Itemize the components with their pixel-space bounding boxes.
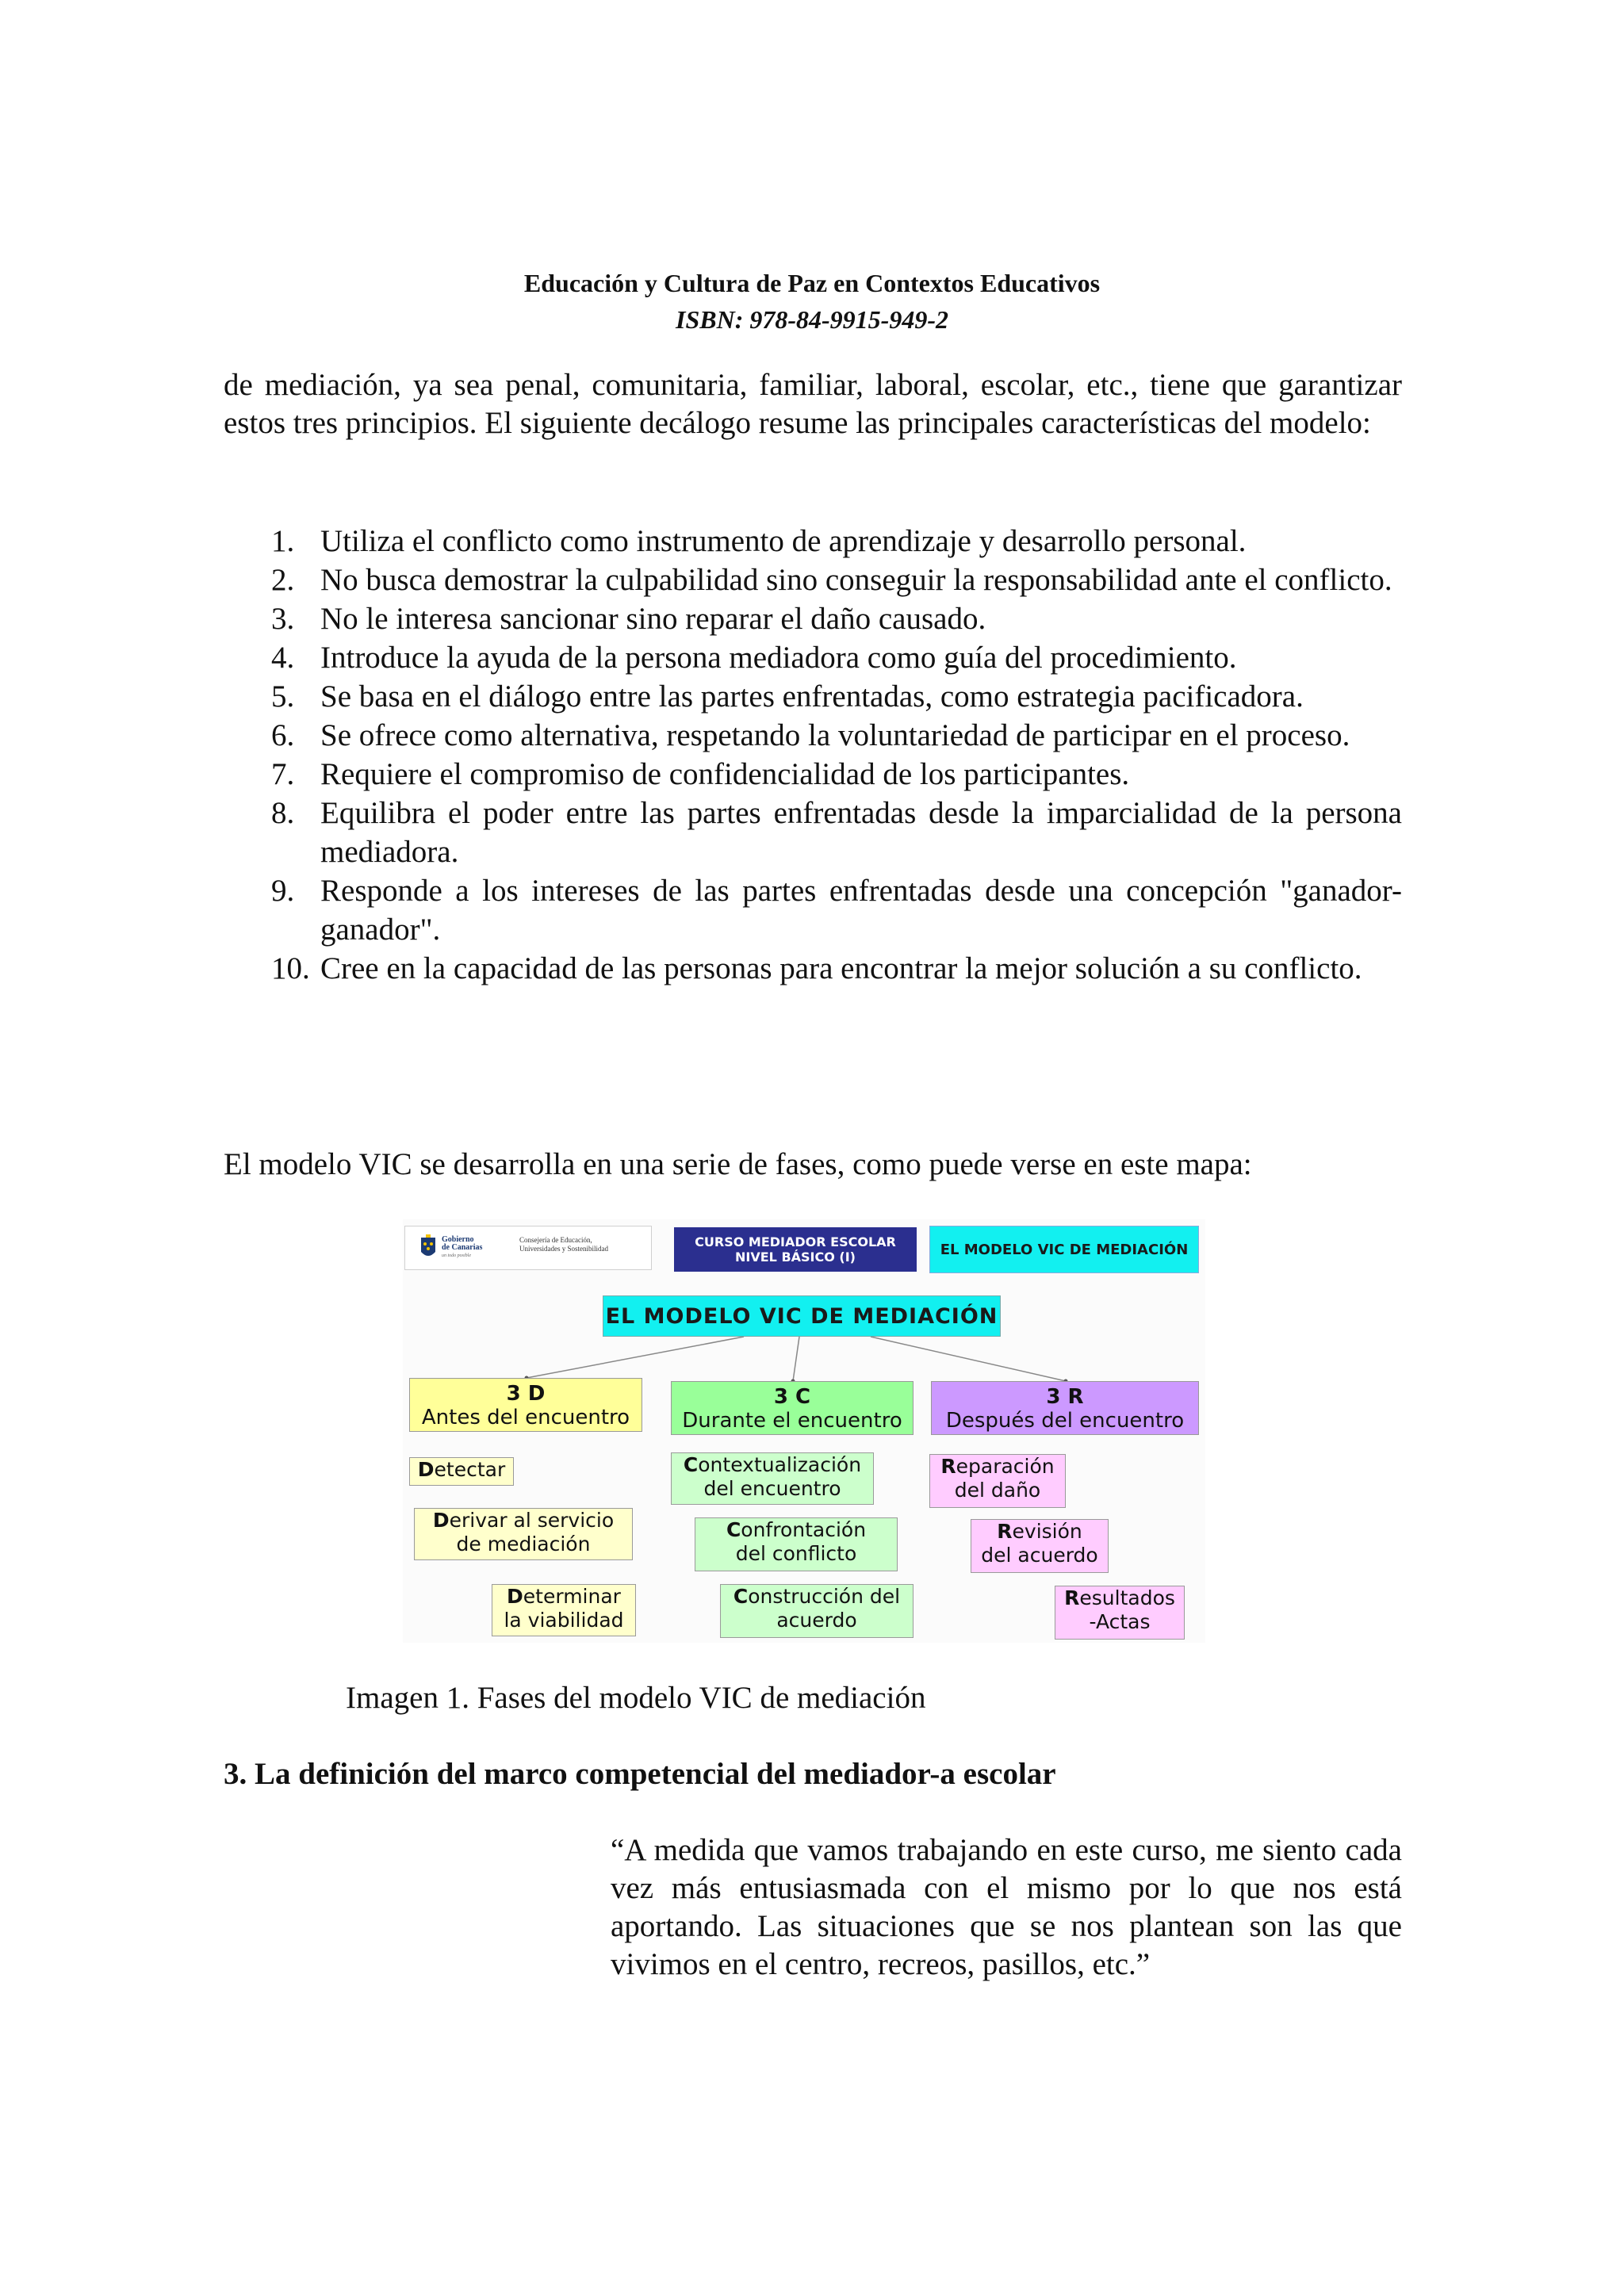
category-3r — [931, 1381, 1199, 1435]
leaf-initial: D — [507, 1585, 523, 1608]
leaf-initial: D — [432, 1509, 450, 1532]
list-item — [224, 561, 1402, 599]
leaf-initial: C — [726, 1518, 741, 1541]
page-header — [0, 265, 1624, 338]
list-item — [224, 949, 1402, 988]
category-3r-sub: Después del encuentro — [945, 1409, 1185, 1433]
intro-text: de mediación, ya sea penal, comunitaria, familiar, laboral, escolar, etc., tiene que garantizar estos tres principios. El siguiente decálogo resume las principales características del modelo: — [224, 368, 1402, 440]
category-3d-head: 3 D — [506, 1382, 546, 1406]
leaf-text-line2: del conflicto — [735, 1542, 857, 1565]
list-item — [224, 871, 1402, 949]
leaf-text-line2: acuerdo — [776, 1609, 857, 1632]
leaf-text: ontextualización — [698, 1453, 862, 1476]
logo-name — [442, 1236, 496, 1252]
leaf-text: evisión — [1012, 1520, 1082, 1543]
list-item-text: No busca demostrar la culpabilidad sino conseguir la responsabilidad ante el conflicto. — [320, 563, 1392, 597]
connector-line-d — [527, 1337, 744, 1378]
list-item — [224, 755, 1402, 794]
list-item — [224, 599, 1402, 638]
list-item — [224, 794, 1402, 871]
gobierno-canarias-logo — [404, 1226, 652, 1270]
list-item-number: 5. — [271, 679, 295, 714]
list-item-text: Cree en la capacidad de las personas para encontrar la mejor solución a su conflicto. — [320, 951, 1362, 985]
leaf-text: eparación — [956, 1455, 1055, 1478]
topic-tag: EL MODELO VIC DE MEDIACIÓN — [929, 1226, 1199, 1273]
logo-dept-line2: Universidades y Sostenibilidad — [519, 1245, 608, 1253]
vic-intro-paragraph: El modelo VIC se desarrolla en una serie de fases, como puede verse en este mapa: — [224, 1147, 1252, 1181]
leaf-text: esultados — [1079, 1586, 1175, 1609]
list-item — [224, 677, 1402, 716]
figure-caption: Imagen 1. Fases del modelo VIC de mediación — [346, 1681, 926, 1715]
leaf-text-line2: la viabilidad — [504, 1609, 624, 1632]
map-main-title: EL MODELO VIC DE MEDIACIÓN — [603, 1295, 1001, 1337]
leaf-initial: R — [940, 1455, 956, 1478]
leaf-contextualizacion — [671, 1452, 874, 1505]
leaf-derivar — [414, 1508, 633, 1560]
list-item-text: Responde a los intereses de las partes enfrentadas desde una concepción "ganador-ganador". — [320, 874, 1402, 947]
list-item-text: No le interesa sancionar sino reparar el daño causado. — [320, 602, 986, 636]
course-line1: CURSO MEDIADOR ESCOLAR — [695, 1234, 896, 1249]
quote-text: “A medida que vamos trabajando en este curso, me siento cada vez más entusiasmada con el mismo por lo que nos está aportando. Las situaciones que se nos plantean son las que vivimos en el centro, recreos, pasillos, etc.” — [611, 1833, 1402, 1981]
leaf-reparacion — [929, 1454, 1066, 1508]
leaf-initial: D — [417, 1458, 435, 1481]
list-item-number: 10. — [271, 951, 310, 985]
section-heading: 3. La definición del marco competencial del mediador-a escolar — [224, 1757, 1056, 1791]
list-item-text: Equilibra el poder entre las partes enfrentadas desde la imparcialidad de la persona mediadora. — [320, 796, 1402, 869]
list-item-text: Se ofrece como alternativa, respetando la voluntariedad de participar en el proceso. — [320, 718, 1350, 752]
logo-department — [519, 1236, 646, 1253]
logo-tagline: un todo posible — [442, 1253, 471, 1258]
list-item-number: 4. — [271, 641, 295, 675]
leaf-initial: C — [683, 1453, 699, 1476]
list-item-text: Utiliza el conflicto como instrumento de aprendizaje y desarrollo personal. — [320, 524, 1247, 558]
book-isbn: ISBN: 978-84-9915-949-2 — [676, 305, 948, 334]
book-title: Educación y Cultura de Paz en Contextos Educativos — [523, 269, 1101, 297]
logo-name-line2: de Canarias — [442, 1243, 483, 1252]
list-item-text: Requiere el compromiso de confidencialidad de los participantes. — [320, 757, 1130, 791]
leaf-text: eterminar — [523, 1585, 621, 1608]
leaf-text: onfrontación — [741, 1518, 867, 1541]
list-item-number: 8. — [271, 796, 295, 830]
leaf-text: erivar al servicio — [449, 1509, 615, 1532]
leaf-revision — [971, 1519, 1109, 1573]
leaf-construccion — [720, 1584, 914, 1638]
leaf-confrontacion — [695, 1517, 898, 1571]
list-item-text: Se basa en el diálogo entre las partes enfrentadas, como estrategia pacificadora. — [320, 679, 1304, 714]
leaf-determinar — [492, 1584, 636, 1636]
leaf-initial: R — [997, 1520, 1013, 1543]
leaf-text-line2: del acuerdo — [981, 1544, 1098, 1567]
list-item-text: Introduce la ayuda de la persona mediadora como guía del procedimiento. — [320, 641, 1237, 675]
category-3c — [671, 1381, 914, 1435]
leaf-initial: R — [1064, 1586, 1080, 1609]
leaf-text-line2: del encuentro — [703, 1477, 841, 1500]
leaf-detectar — [409, 1457, 514, 1486]
leaf-text-line2: -Actas — [1089, 1610, 1151, 1633]
leaf-text: onstrucción del — [748, 1585, 901, 1608]
list-item-number: 2. — [271, 563, 295, 597]
leaf-text-line2: de mediación — [456, 1533, 591, 1556]
connector-line-r — [871, 1337, 1066, 1381]
category-3d — [409, 1378, 642, 1432]
vic-concept-map — [403, 1219, 1205, 1643]
category-3d-sub: Antes del encuentro — [421, 1406, 630, 1429]
course-line2: NIVEL BÁSICO (I) — [735, 1249, 856, 1265]
list-item-number: 3. — [271, 602, 295, 636]
intro-paragraph — [224, 366, 1402, 442]
list-item — [224, 638, 1402, 677]
list-item-number: 1. — [271, 524, 295, 558]
leaf-initial: C — [733, 1585, 749, 1608]
leaf-resultados — [1055, 1586, 1185, 1640]
course-banner — [674, 1227, 917, 1272]
connector-line-c — [793, 1337, 799, 1381]
leaf-text: etectar — [434, 1458, 506, 1481]
leaf-text-line2: del daño — [954, 1479, 1041, 1502]
testimonial-quote — [611, 1831, 1402, 1984]
list-item — [224, 716, 1402, 755]
list-item-number: 9. — [271, 874, 295, 908]
list-item-number: 7. — [271, 757, 295, 791]
category-3c-sub: Durante el encuentro — [682, 1409, 902, 1433]
logo-name-line1: Gobierno — [442, 1235, 474, 1244]
list-item-number: 6. — [271, 718, 295, 752]
category-3r-head: 3 R — [1046, 1385, 1084, 1409]
decalogo-list — [224, 522, 1402, 988]
logo-dept-line1: Consejería de Educación, — [519, 1236, 592, 1244]
coat-of-arms-icon — [419, 1234, 437, 1261]
category-3c-head: 3 C — [773, 1385, 811, 1409]
list-item — [224, 522, 1402, 561]
